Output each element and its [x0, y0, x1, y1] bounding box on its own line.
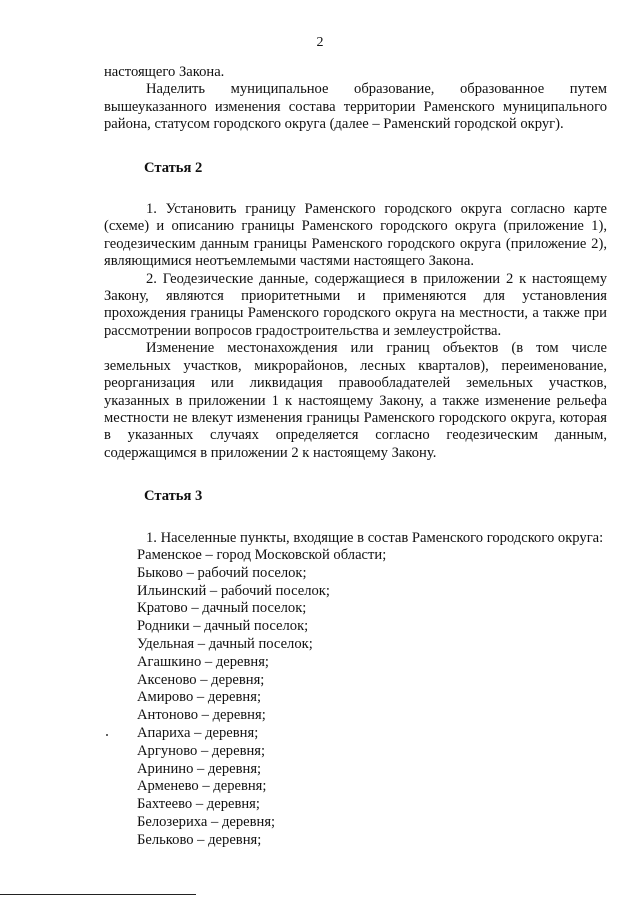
- list-item: Ильинский – рабочий поселок;: [137, 582, 330, 599]
- article-3-lead: 1. Населенные пункты, входящие в состав Раменского городского округа:: [146, 529, 604, 546]
- list-item: Белозериха – деревня;: [137, 813, 276, 830]
- list-item: Антоново – деревня;: [137, 707, 266, 724]
- document-body: [104, 64, 607, 849]
- page-number: 2: [316, 35, 324, 50]
- list-item: Удельная – дачный поселок;: [137, 635, 313, 652]
- list-item: Апариха – деревня;: [137, 724, 259, 741]
- list-item: Бельково – деревня;: [137, 831, 262, 848]
- list-item: Аринино – деревня;: [137, 760, 262, 777]
- article-2-paragraph-1: 1. Установить границу Раменского городского округа согласно карте (схеме) и описанию границы Раменского городского округа (приложение 1), геодезическим данным границы Раменского городского округа (приложение 2), являющимися неотъемлемыми частями настоящего Закона.: [104, 201, 607, 270]
- list-item: Быково – рабочий поселок;: [137, 564, 307, 581]
- intro-line: настоящего Закона.: [104, 64, 225, 80]
- list-item: Раменское – город Московской области;: [137, 546, 387, 563]
- list-item: Аксеново – деревня;: [137, 671, 265, 688]
- settlements-list: [104, 547, 607, 850]
- list-item: Бахтеево – деревня;: [137, 796, 260, 813]
- footnote-rule: [0, 894, 196, 895]
- article-2-heading: Статья 2: [144, 159, 203, 176]
- article-3-heading: Статья 3: [144, 488, 203, 505]
- list-item: Арменево – деревня;: [137, 778, 267, 795]
- article-2-paragraph-2: 2. Геодезические данные, содержащиеся в приложении 2 к настоящему Закону, являются приоритетными и применяются для установления прохождения границы Раменского городского округа на местности, а также при рассмотрении вопросов градостроительства и землеустройства.: [104, 270, 607, 339]
- list-item: Кратово – дачный поселок;: [137, 600, 307, 617]
- article-2-paragraph-3: Изменение местонахождения или границ объектов (в том числе земельных участков, микрорайонов, лесных кварталов), переименование, реорганизация или ликвидация правообладателей земельных участков, указанных в приложении 1 к настоящему Закону, а также изменение рельефа местности не влекут изменения границы Раменского городского округа, которая в указанных случаях определяется согласно геодезическим данным, содержащимся в приложении 2 к настоящему Закону.: [104, 340, 607, 461]
- list-item: Родники – дачный поселок;: [137, 618, 309, 635]
- list-item: Амирово – деревня;: [137, 689, 262, 706]
- list-item: Аргуново – деревня;: [137, 742, 266, 759]
- intro-paragraph: Наделить муниципальное образование, образованное путем вышеуказанного изменения состава территории Раменского муниципального района, статусом городского округа (далее – Раменский городской округ).: [104, 81, 607, 133]
- scan-speck: [106, 734, 108, 736]
- list-item: Агашкино – деревня;: [137, 653, 269, 670]
